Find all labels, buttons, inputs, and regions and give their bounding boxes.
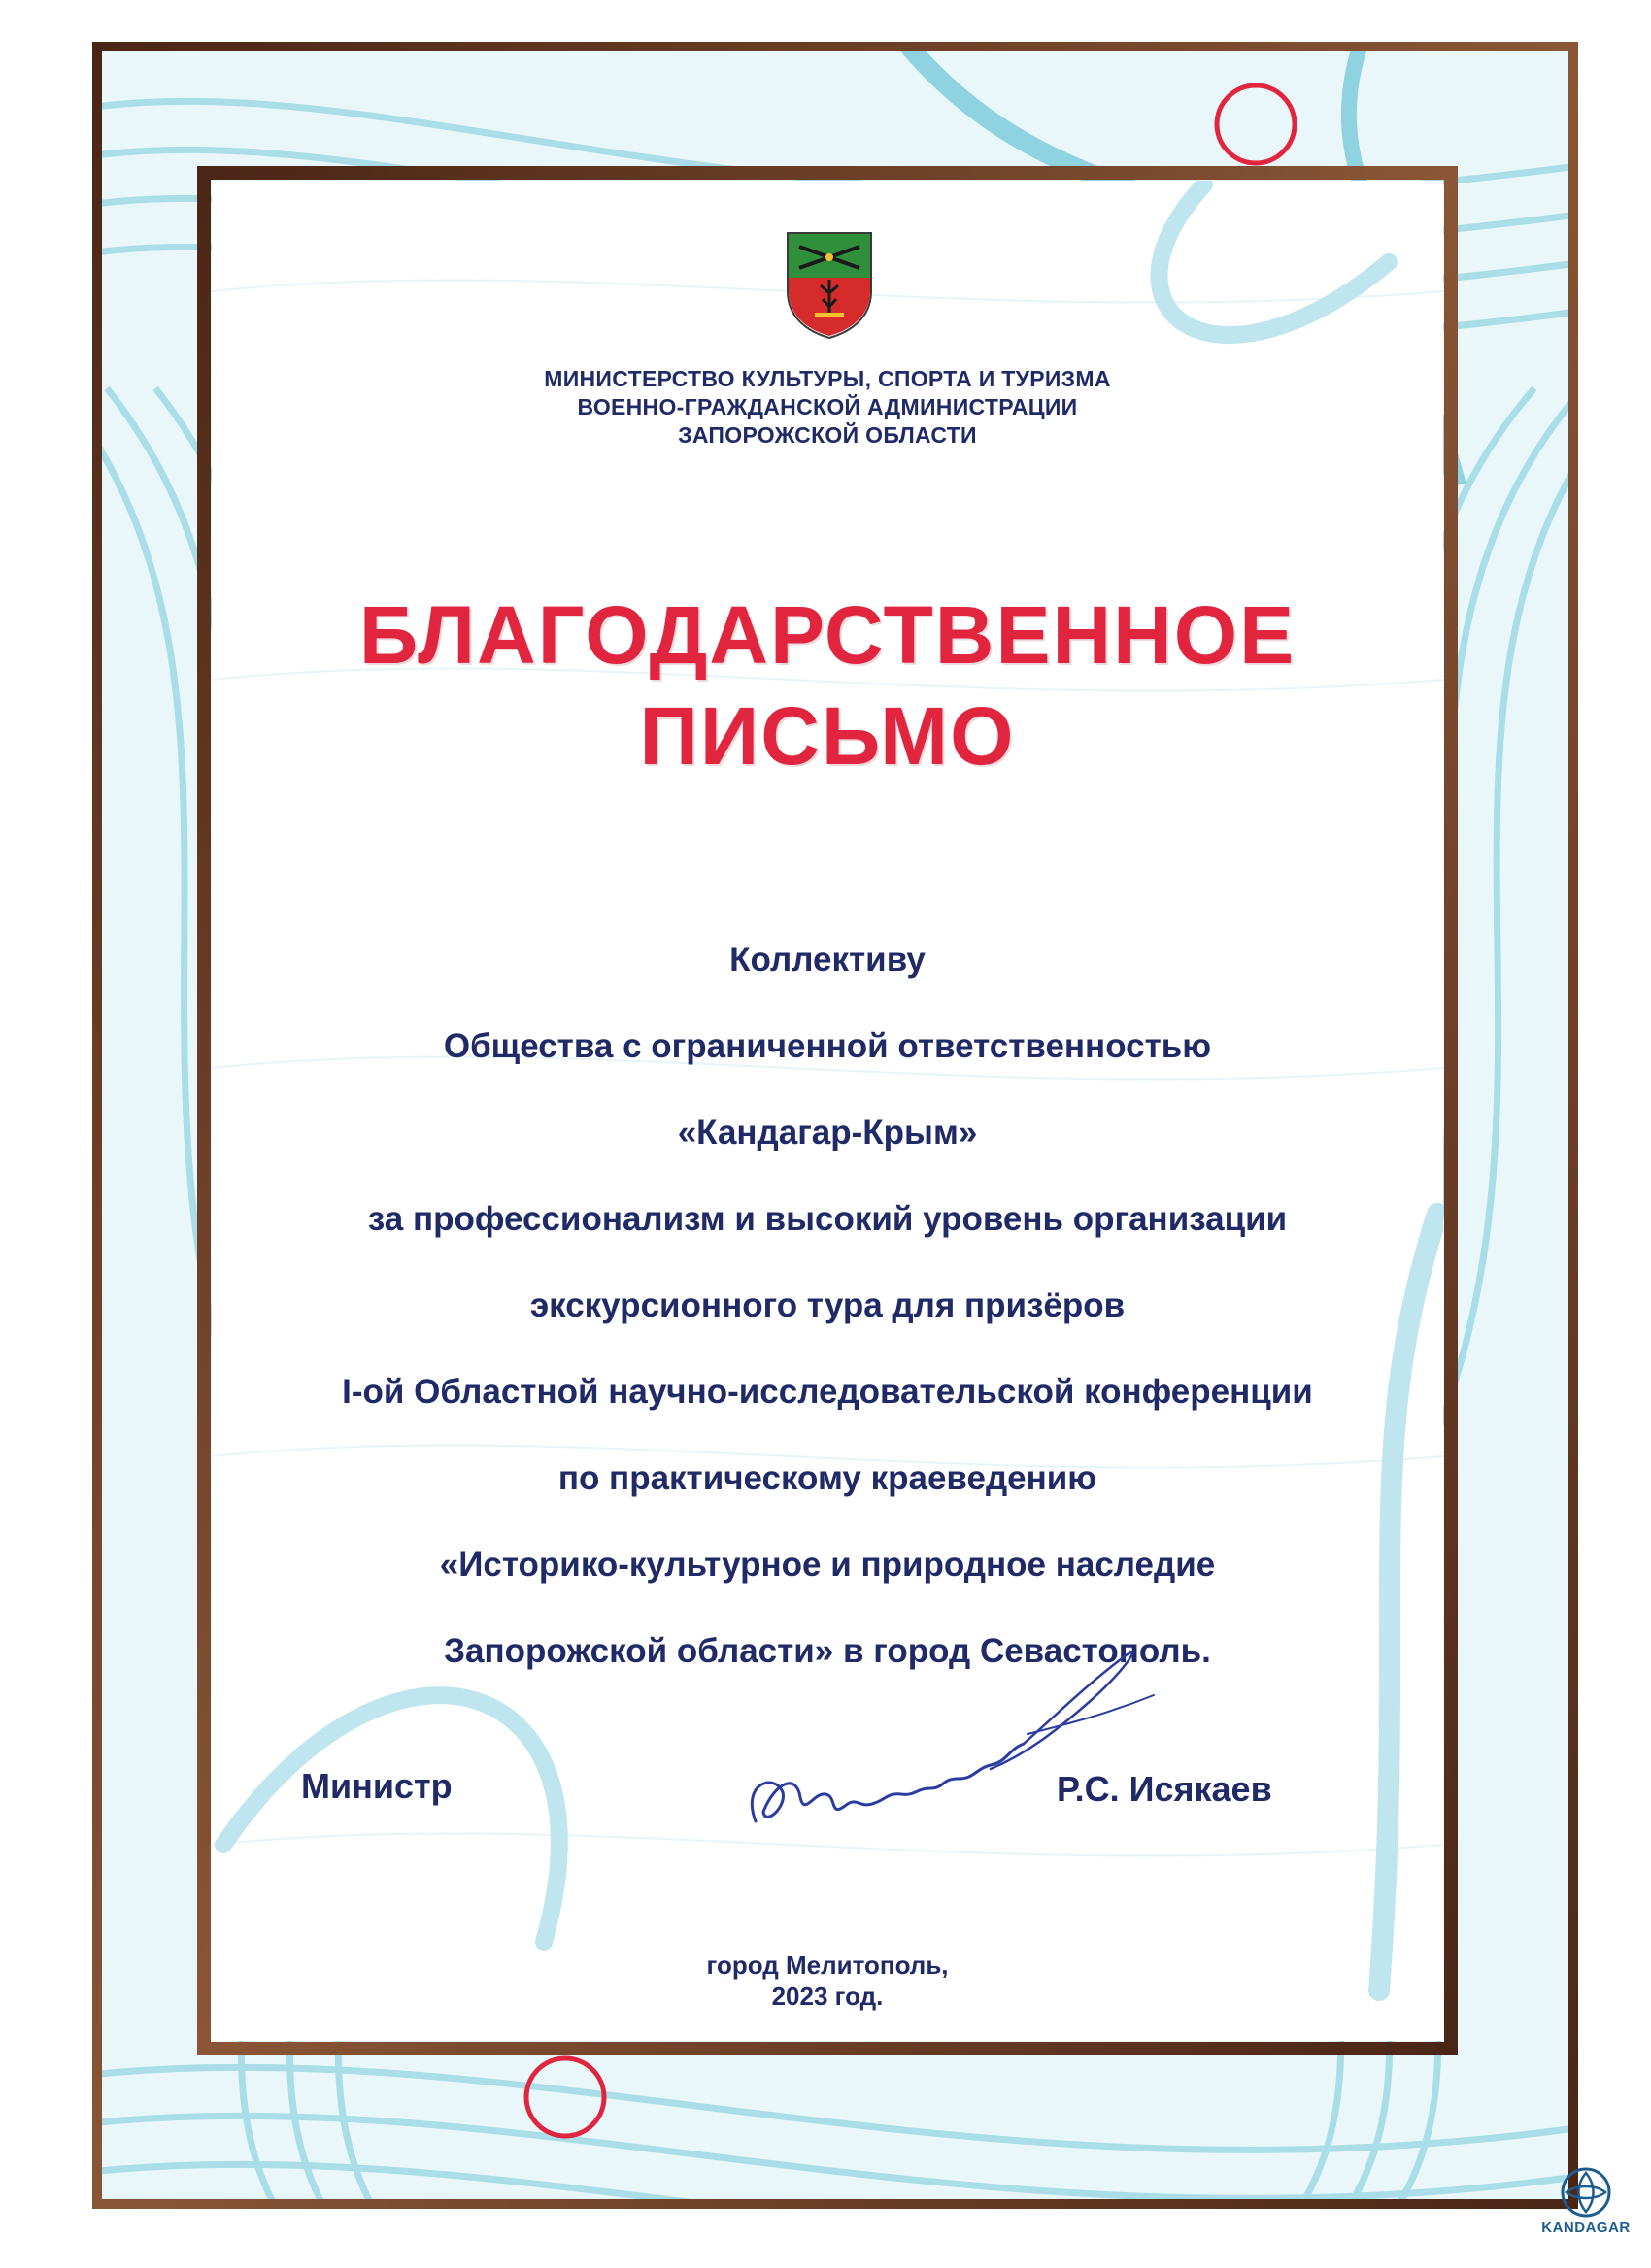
ministry-header [212, 365, 1443, 450]
coat-of-arms-icon [786, 231, 873, 340]
signer-position: Министр [301, 1766, 453, 1806]
certificate-content [212, 181, 1443, 2041]
body-line: «Историко-культурное и природное наследие [439, 1546, 1216, 1584]
ministry-line-1: МИНИСТЕРСТВО КУЛЬТУРЫ, СПОРТА И ТУРИЗМА [544, 366, 1111, 391]
letter-body [212, 917, 1443, 1694]
handwritten-signature [736, 1627, 1163, 1860]
body-line: Коллективу [729, 941, 926, 979]
body-line: I-ой Областной научно-исследовательской конференции [342, 1373, 1313, 1411]
body-line: Запорожской области» в город Севастополь. [444, 1632, 1211, 1670]
body-line: «Кандагар-Крым» [677, 1114, 978, 1151]
ministry-line-3: ЗАПОРОЖСКОЙ ОБЛАСТИ [678, 422, 977, 448]
title-line-1: БЛАГОДАРСТВЕННОЕ [358, 589, 1297, 681]
document-title [212, 584, 1443, 786]
body-line: Общества с ограниченной ответственностью [443, 1027, 1212, 1065]
place-and-date [212, 1950, 1443, 2012]
brand-name: KANDAGAR [1541, 2219, 1631, 2236]
body-line: за профессионализм и высокий уровень организации [367, 1200, 1288, 1238]
title-line-2: ПИСЬМО [639, 690, 1016, 782]
kandagar-logo-icon [1539, 2163, 1633, 2221]
ministry-line-2: ВОЕННО-ГРАЖДАНСКОЙ АДМИНИСТРАЦИИ [577, 394, 1078, 419]
kandagar-logo [1539, 2163, 1633, 2260]
year-line: 2023 год. [771, 1982, 884, 2011]
body-line: экскурсионного тура для призёров [529, 1286, 1126, 1324]
signer-name: Р.С. Исякаев [1057, 1769, 1272, 1809]
place-line: город Мелитополь, [706, 1951, 949, 1980]
body-line: по практическому краеведению [557, 1459, 1097, 1497]
